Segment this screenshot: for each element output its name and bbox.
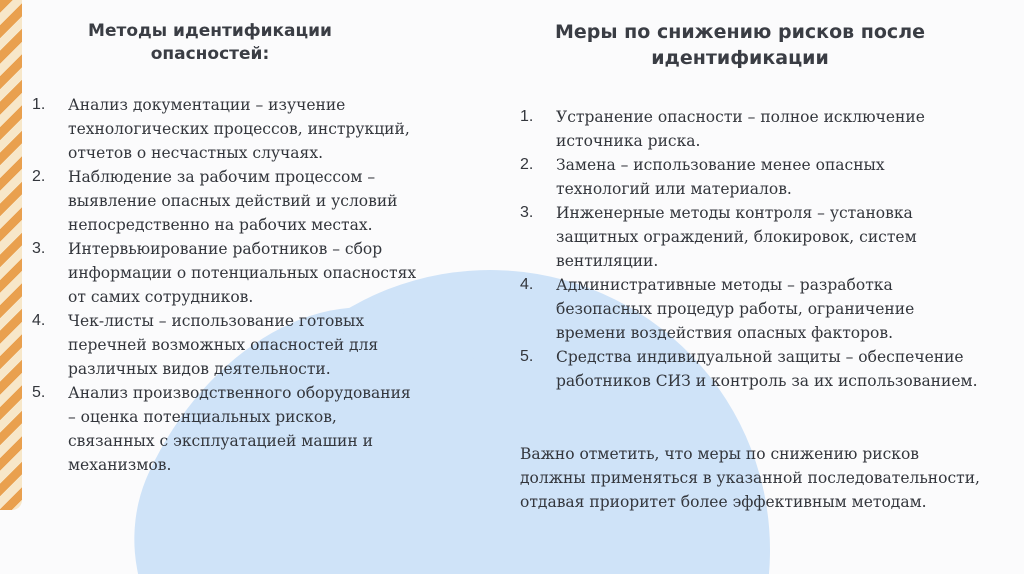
list-item-number: 3. bbox=[32, 240, 46, 257]
list-item-text: Наблюдение за рабочим процессом – выявление опасных действий и условий непосредственно на рабочих местах. bbox=[68, 168, 398, 234]
list-item-text: Средства индивидуальной защиты – обеспечение работников СИЗ и контроль за их использованием. bbox=[556, 348, 978, 390]
list-item-number: 1. bbox=[520, 108, 534, 125]
list-item-number: 4. bbox=[32, 312, 46, 329]
list-item-number: 5. bbox=[520, 348, 534, 365]
list-item bbox=[520, 273, 980, 345]
list-item-number: 5. bbox=[32, 384, 46, 401]
risk-reduction-measures-list bbox=[520, 105, 980, 393]
list-item bbox=[32, 165, 422, 237]
right-column-title: Меры по снижению рисков после идентификации bbox=[554, 21, 926, 69]
hazard-identification-methods-list bbox=[32, 93, 422, 477]
list-item bbox=[32, 237, 422, 309]
list-item bbox=[520, 105, 980, 153]
list-item bbox=[520, 345, 980, 393]
list-item-text: Интервьюирование работников – сбор информации о потенциальных опасностях от самих сотрудников. bbox=[68, 240, 417, 306]
list-item-text: Чек-листы – использование готовых перечней возможных опасностей для различных видов деятельности. bbox=[68, 312, 379, 378]
left-column-title: Методы идентификации опасностей: bbox=[88, 21, 332, 64]
list-item bbox=[32, 309, 422, 381]
list-item-text: Устранение опасности – полное исключение источника риска. bbox=[556, 108, 925, 150]
list-item-text: Анализ документации – изучение технологических процессов, инструкций, отчетов о несчастных случаях. bbox=[68, 96, 410, 162]
list-item-number: 1. bbox=[32, 96, 46, 113]
list-item-text: Анализ производственного оборудования – оценка потенциальных рисков, связанных с эксплуатацией машин и механизмов. bbox=[68, 384, 411, 474]
list-item-number: 3. bbox=[520, 204, 534, 221]
list-item bbox=[32, 381, 422, 477]
list-item-text: Инженерные методы контроля – установка защитных ограждений, блокировок, систем вентиляции. bbox=[556, 204, 917, 270]
list-item bbox=[520, 201, 980, 273]
list-item-number: 2. bbox=[520, 156, 534, 173]
list-item-number: 2. bbox=[32, 168, 46, 185]
priority-note: Важно отметить, что меры по снижению рисков должны применяться в указанной последовательности, отдавая приоритет более эффективным методам. bbox=[520, 445, 980, 511]
list-item bbox=[520, 153, 980, 201]
list-item-text: Замена – использование менее опасных технологий или материалов. bbox=[556, 156, 885, 198]
list-item-number: 4. bbox=[520, 276, 534, 293]
list-item bbox=[32, 93, 422, 165]
list-item-text: Административные методы – разработка безопасных процедур работы, ограничение времени воздействия опасных факторов. bbox=[556, 276, 915, 342]
